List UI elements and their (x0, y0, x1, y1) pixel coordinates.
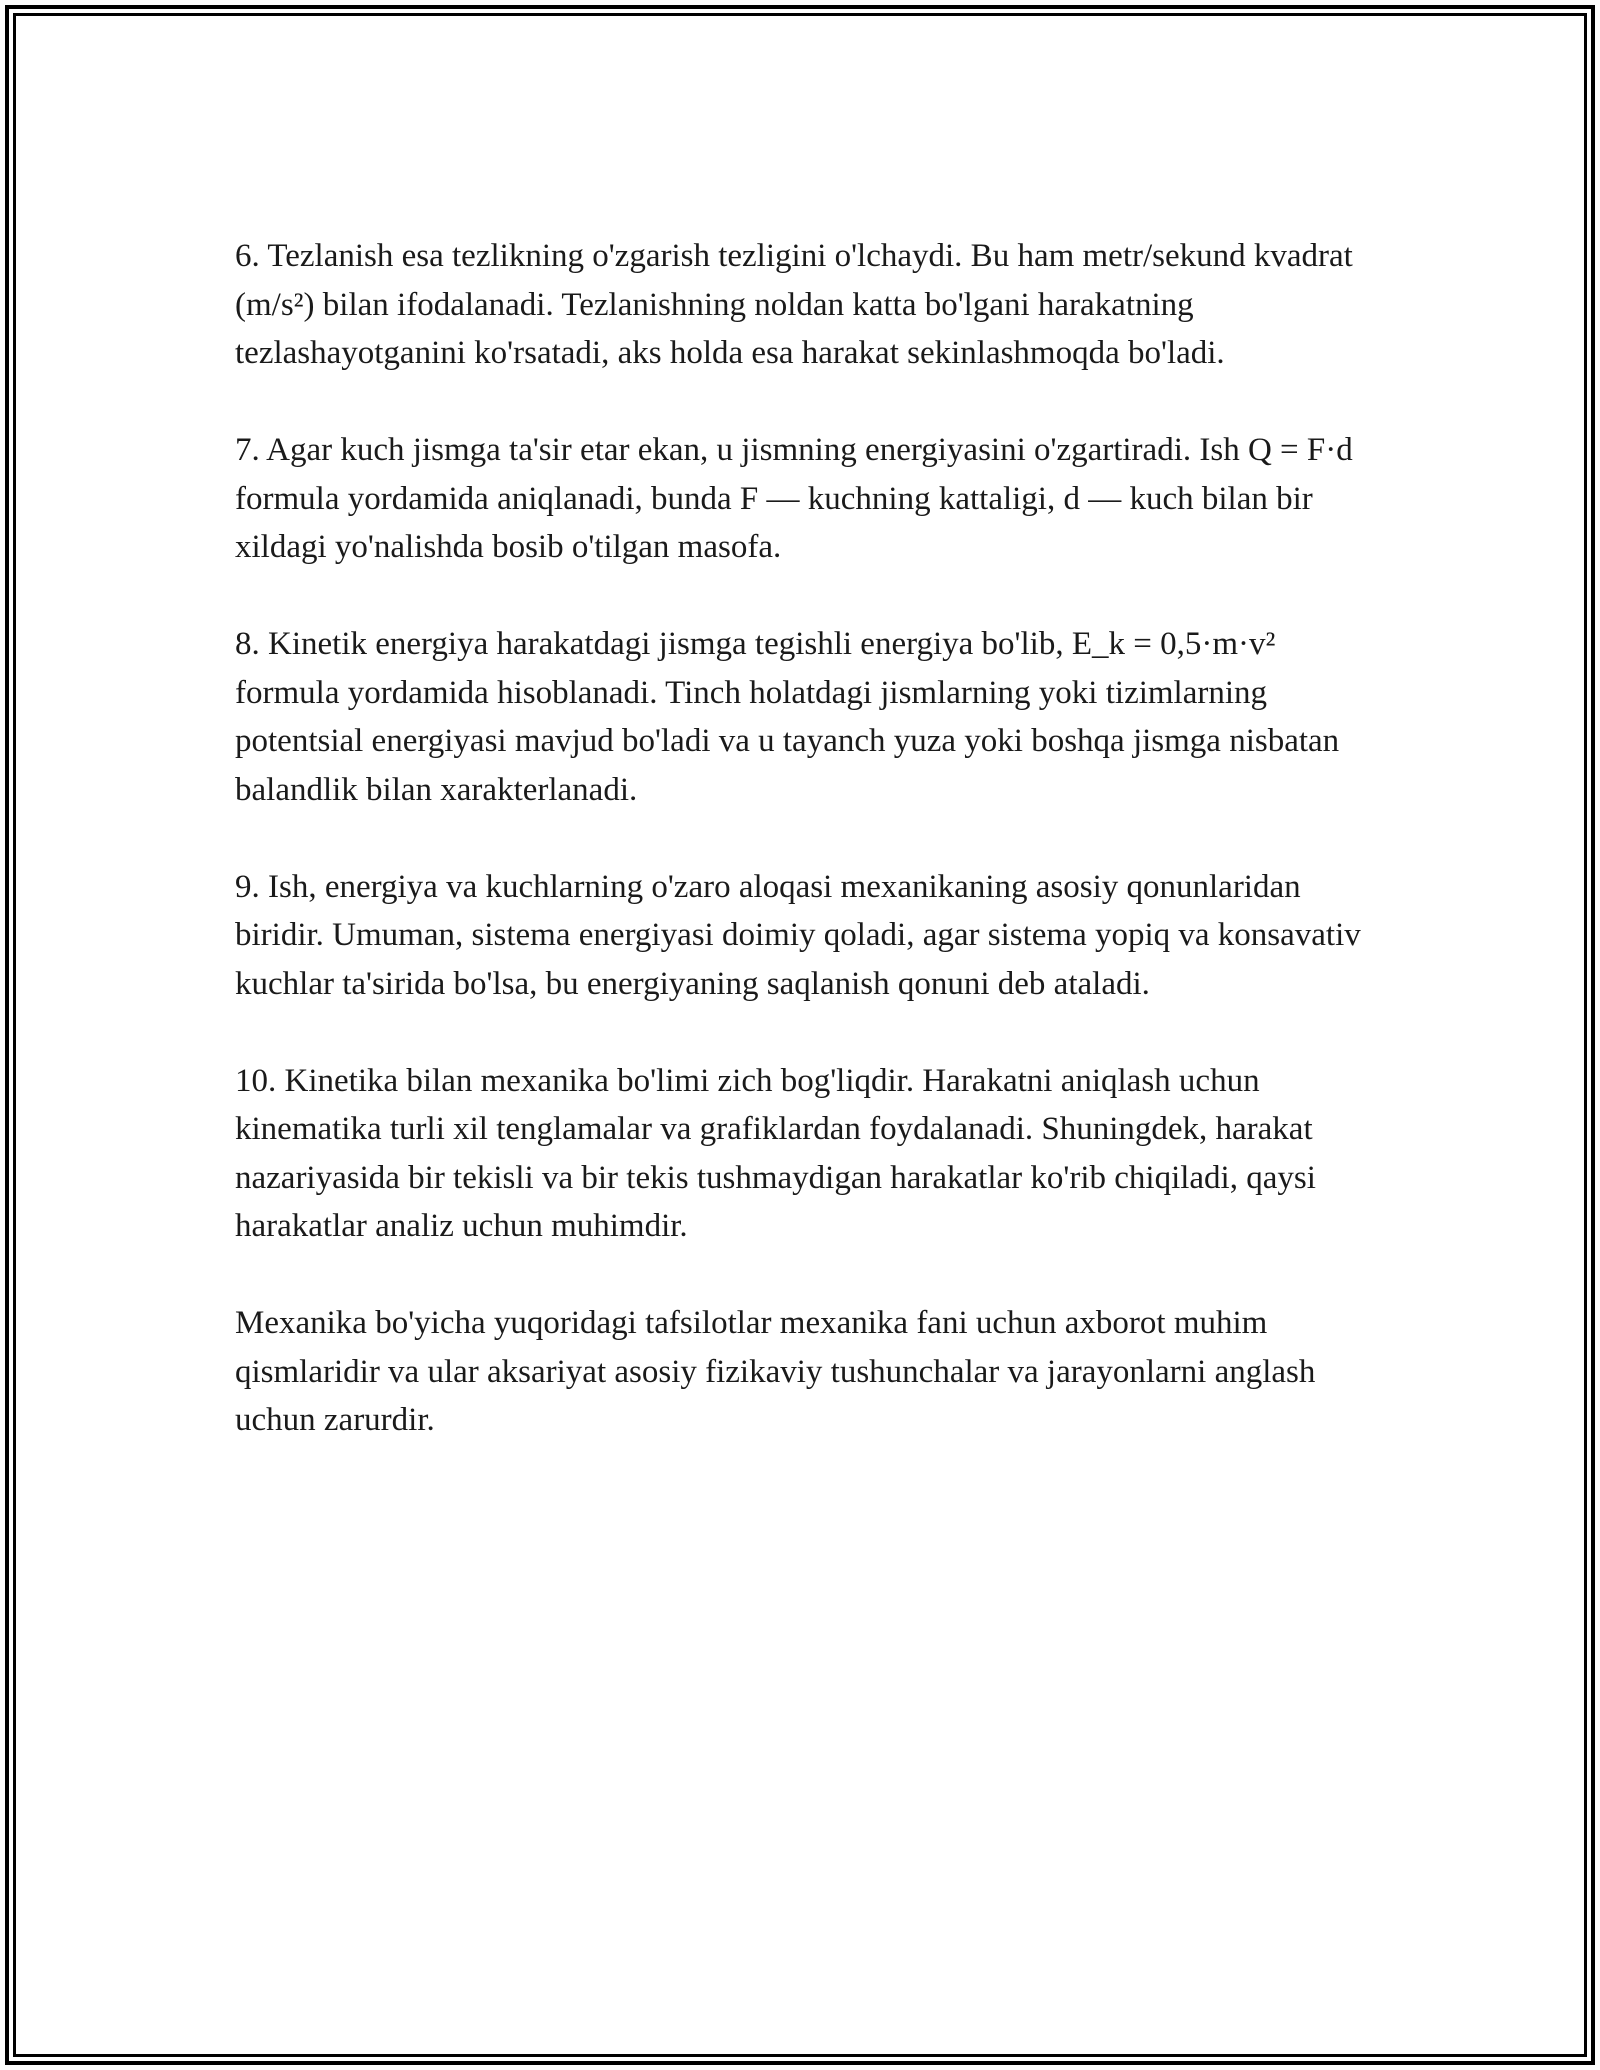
paragraph-6-acceleration: 6. Tezlanish esa tezlikning o'zgarish tezligini o'lchaydi. Bu ham metr/sekund kvadrat (m/s²) bilan ifodalanadi. Tezlanishning noldan katta bo'lgani harakatning tezlashayotganini ko'rsatadi, aks holda esa harakat sekinlashmoqda bo'ladi. (235, 238, 1353, 371)
document-body (235, 232, 1365, 1445)
paragraph-10-kinetics: 10. Kinetika bilan mexanika bo'limi zich bog'liqdir. Harakatni aniqlash uchun kinematika turli xil tenglamalar va grafiklardan foydalanadi. Shuningdek, harakat nazariyasida bir tekisli va bir tekis tushmaydigan harakatlar ko'rib chiqiladi, qaysi harakatlar analiz uchun muhimdir. (235, 1062, 1316, 1244)
paragraph-8-kinetic-energy: 8. Kinetik energiya harakatdagi jismga tegishli energiya bo'lib, E_k = 0,5·m·v² formula yordamida hisoblanadi. Tinch holatdagi jismlarning yoki tizimlarning potentsial energiyasi mavjud bo'ladi va u tayanch yuza yoki boshqa jismga nisbatan balandlik bilan xarakterlanadi. (235, 626, 1340, 808)
paragraph-9-energy-conservation: 9. Ish, energiya va kuchlarning o'zaro aloqasi mexanikaning asosiy qonunlaridan biridir. Umuman, sistema energiyasi doimiy qoladi, agar sistema yopiq va konsavativ kuchlar ta'sirida bo'lsa, bu energiyaning saqlanish qonuni deb ataladi. (235, 868, 1361, 1002)
paragraph-conclusion: Mexanika bo'yicha yuqoridagi tafsilotlar mexanika fani uchun axborot muhim qismlaridir va ular aksariyat asosiy fizikaviy tushunchalar va jarayonlarni anglash uchun zarurdir. (235, 1305, 1316, 1438)
paragraph-7-work: 7. Agar kuch jismga ta'sir etar ekan, u jismning energiyasini o'zgartiradi. Ish Q = F·d formula yordamida aniqlanadi, bunda F — kuchning kattaligi, d — kuch bilan bir xildagi yo'nalishda bosib o'tilgan masofa. (235, 432, 1353, 565)
